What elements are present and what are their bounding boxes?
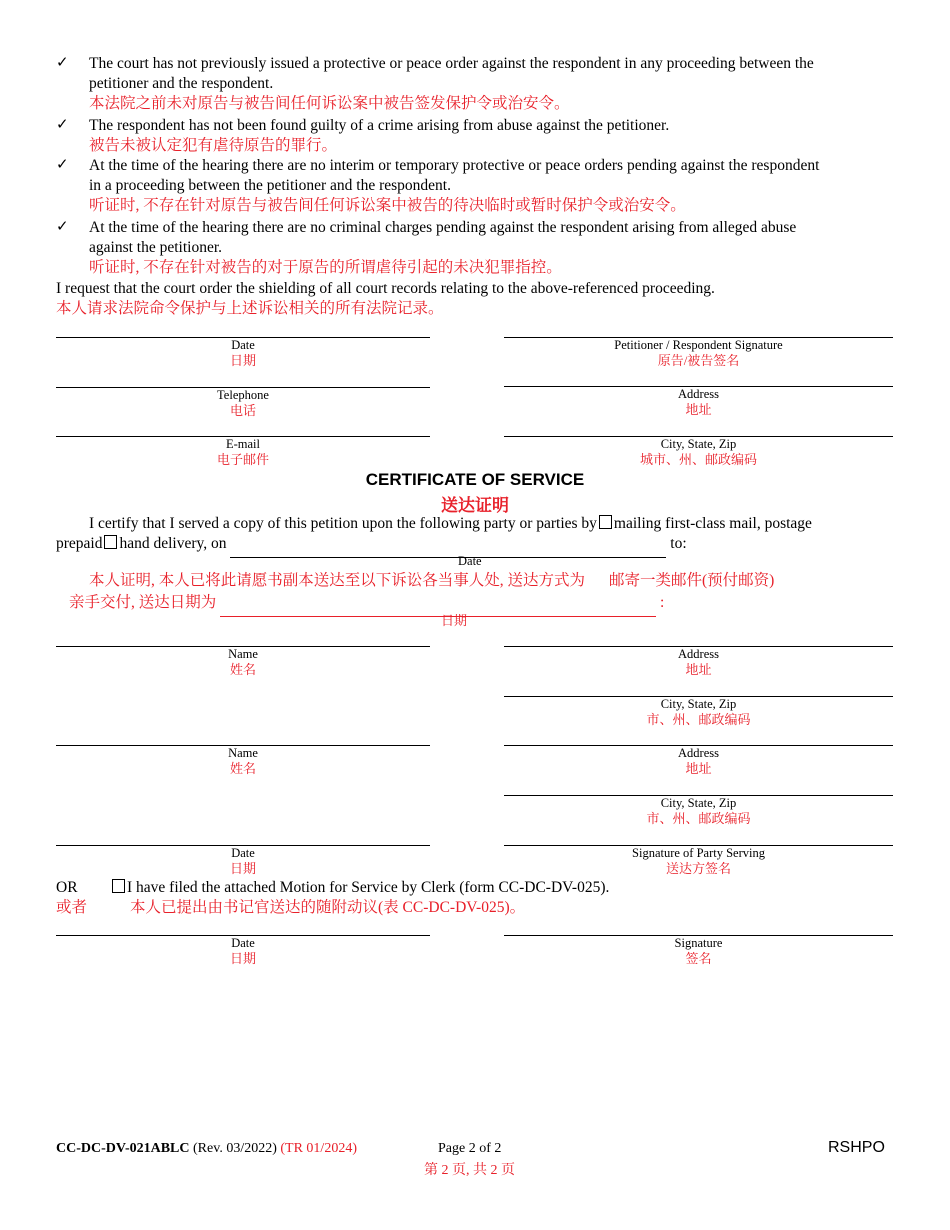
telephone-field[interactable]: Telephone 电话 bbox=[56, 387, 430, 419]
hand-delivery-checkbox[interactable] bbox=[104, 535, 117, 549]
certify-line-1: I certify that I served a copy of this petition upon the following party or parties by mailing first-class mail, postage bbox=[89, 515, 812, 532]
address-field[interactable]: Address 地址 bbox=[504, 386, 893, 418]
motion-option: I have filed the attached Motion for Service by Clerk (form CC-DC-DV-025). bbox=[112, 878, 609, 898]
footer-form-id: CC-DC-DV-021ABLC (Rev. 03/2022) (TR 01/2024) bbox=[56, 1141, 357, 1156]
motion-signature-field[interactable]: Signature 签名 bbox=[504, 935, 893, 967]
or-label-zh: 或者 bbox=[56, 899, 88, 916]
mail-checkbox[interactable] bbox=[599, 515, 612, 529]
date-field[interactable]: Date 日期 bbox=[56, 337, 430, 369]
petitioner-signature-field[interactable]: Petitioner / Respondent Signature 原告/被告签名 bbox=[504, 337, 893, 369]
party-2-city-field[interactable]: City, State, Zip 市、州、邮政编码 bbox=[504, 795, 893, 827]
criterion-1: The court has not previously issued a protective or peace order against the respondent in any proceeding between the petitioner and the respondent. 本法院之前未对原告与被告间任何诉讼案中被告签发保护令或治安令。 bbox=[89, 55, 814, 112]
certify-line-zh-2: 亲手交付, 送达日期为 : bbox=[69, 593, 664, 617]
check-mark-icon: ✓ bbox=[56, 219, 69, 235]
motion-option-zh: 本人已提出由书记官送达的随附动议(表 CC-DC-DV-025)。 bbox=[130, 899, 526, 916]
criterion-2: The respondent has not been found guilty of a crime arising from abuse against the petitioner. 被告未被认定犯有虐待原告的罪行。 bbox=[89, 117, 670, 154]
service-signing-date-field[interactable]: Date 日期 bbox=[56, 845, 430, 877]
email-field[interactable]: E-mail 电子邮件 bbox=[56, 436, 430, 468]
party-2-address-field[interactable]: Address 地址 bbox=[504, 745, 893, 777]
motion-checkbox[interactable] bbox=[112, 879, 125, 893]
request-statement: I request that the court order the shielding of all court records relating to the above-referenced proceeding. 本人请求法院命令保护与上述诉讼相关的所有法院记录。 bbox=[56, 280, 715, 317]
check-mark-icon: ✓ bbox=[56, 117, 69, 133]
criterion-3: At the time of the hearing there are no interim or temporary protective or peace orders pending against the respondent in a proceeding between the petitioner and the respondent. 听证时, 不存在针对原告与被告间任何诉讼案中被告的待决临时或暂时保护令或治安令。 bbox=[89, 157, 820, 214]
motion-date-field[interactable]: Date 日期 bbox=[56, 935, 430, 967]
party-1-name-field[interactable]: Name 姓名 bbox=[56, 646, 430, 678]
check-mark-icon: ✓ bbox=[56, 157, 69, 173]
check-mark-icon: ✓ bbox=[56, 55, 69, 71]
party-serving-signature-field[interactable]: Signature of Party Serving 送达方签名 bbox=[504, 845, 893, 877]
party-1-address-field[interactable]: Address 地址 bbox=[504, 646, 893, 678]
footer-code: RSHPO bbox=[828, 1139, 885, 1156]
party-1-city-field[interactable]: City, State, Zip 市、州、邮政编码 bbox=[504, 696, 893, 728]
footer-page: Page 2 of 2 bbox=[438, 1141, 502, 1156]
service-date-label-zh: 日期 bbox=[441, 613, 468, 628]
service-date-input[interactable] bbox=[230, 537, 666, 558]
city-state-zip-field[interactable]: City, State, Zip 城市、州、邮政编码 bbox=[504, 436, 893, 468]
certificate-title: CERTIFICATE OF SERVICE bbox=[365, 470, 585, 489]
certificate-title-zh: 送达证明 bbox=[441, 496, 509, 515]
service-date-label: Date bbox=[458, 554, 482, 568]
criterion-4: At the time of the hearing there are no criminal charges pending against the respondent arising from alleged abuse against the petitioner. 听证时, 不存在针对被告的对于原告的所谓虐待引起的未决犯罪指控。 bbox=[89, 219, 797, 276]
footer-page-zh: 第 2 页, 共 2 页 bbox=[424, 1163, 515, 1178]
certify-line-2: prepaid hand delivery, on to: bbox=[56, 534, 687, 558]
or-label: OR bbox=[56, 879, 78, 896]
party-2-name-field[interactable]: Name 姓名 bbox=[56, 745, 430, 777]
certify-line-zh-1: 本人证明, 本人已将此请愿书副本送达至以下诉讼各当事人处, 送达方式为 邮寄一类邮件(预付邮资) bbox=[89, 572, 775, 589]
